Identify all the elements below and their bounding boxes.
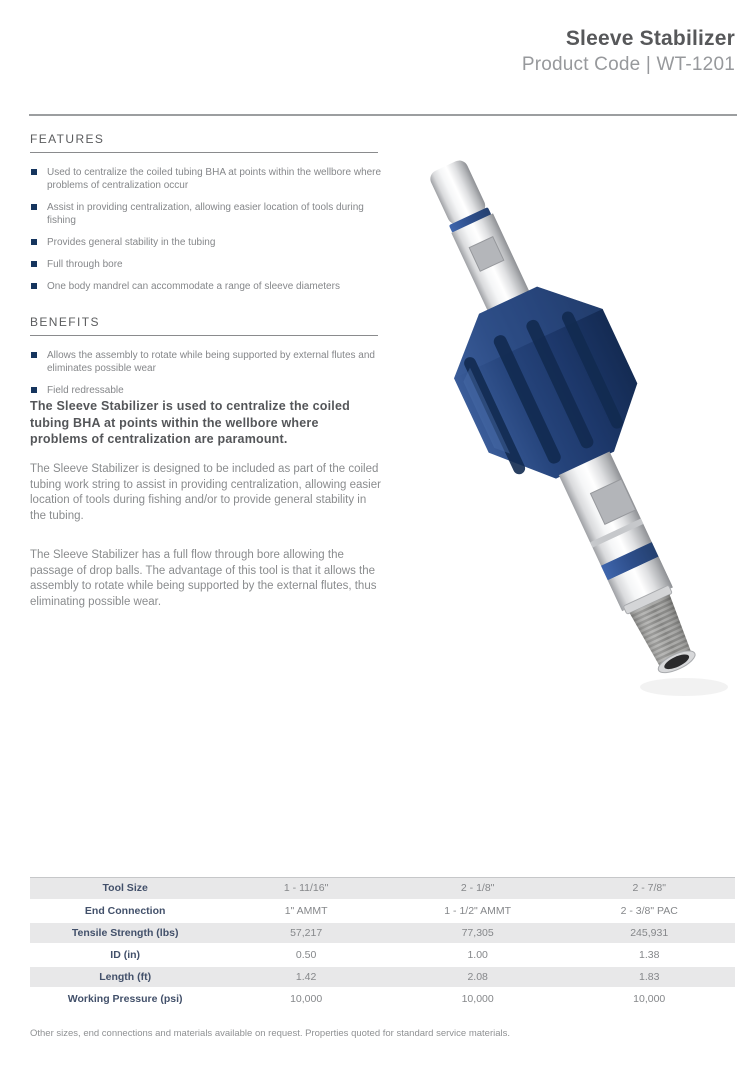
bullet-square-icon xyxy=(31,261,37,267)
benefits-heading: BENEFITS xyxy=(30,315,100,329)
spec-row xyxy=(30,878,735,900)
spec-value: 1.38 xyxy=(638,948,660,961)
body-paragraph: The Sleeve Stabilizer is designed to be included as part of the coiled tubing work string to assist in providing centralization, allowing easier location of tools during fishing and/or to provide general stability in the tubing. xyxy=(30,463,381,522)
feature-item xyxy=(30,201,386,227)
features-underline xyxy=(30,152,378,153)
spec-row xyxy=(30,988,735,1010)
spec-value: 77,305 xyxy=(461,926,494,939)
spec-value: 10,000 xyxy=(633,992,666,1005)
spec-value: 57,217 xyxy=(290,926,323,939)
bullet-square-icon xyxy=(31,169,37,175)
feature-item xyxy=(30,236,386,249)
benefit-item-text: Field redressable xyxy=(47,385,124,396)
bullet-square-icon xyxy=(31,204,37,210)
feature-item xyxy=(30,280,386,293)
spec-value: 1.42 xyxy=(295,970,317,983)
benefits-underline xyxy=(30,335,378,336)
spec-table xyxy=(30,877,735,1011)
spec-value: 1 - 11/16" xyxy=(283,882,329,895)
bullet-square-icon xyxy=(31,352,37,358)
page-title: Sleeve Stabilizer xyxy=(565,27,735,50)
product-render xyxy=(388,138,740,703)
spec-label: Tensile Strength (lbs) xyxy=(71,926,179,939)
feature-item xyxy=(30,258,386,271)
spec-value: 2 - 7/8" xyxy=(632,882,666,895)
spec-value: 10,000 xyxy=(461,992,494,1005)
spec-row xyxy=(30,944,735,966)
features-list xyxy=(30,166,386,293)
spec-value: 1" AMMT xyxy=(284,904,328,917)
spec-label: Length (ft) xyxy=(99,970,152,983)
benefits-section xyxy=(30,315,386,397)
spec-label: Tool Size xyxy=(102,882,148,895)
spec-value: 245,931 xyxy=(630,926,669,939)
spec-value: 0.50 xyxy=(295,948,317,961)
spec-value: 2 - 1/8" xyxy=(460,882,495,895)
feature-item xyxy=(30,166,386,192)
benefit-item-text: Allows the assembly to rotate while being supported by external flutes and eliminates possible wear xyxy=(47,350,375,374)
spec-value: 1.00 xyxy=(467,948,488,961)
spec-table-body xyxy=(30,878,735,1010)
benefit-item xyxy=(30,384,386,397)
feature-item-text: Full through bore xyxy=(47,259,123,270)
text-column xyxy=(30,132,386,406)
bullet-square-icon xyxy=(31,387,37,393)
spec-value: 1 - 1/2" AMMT xyxy=(444,904,512,917)
spec-value: 1.83 xyxy=(638,970,660,983)
spec-row xyxy=(30,900,735,922)
feature-item-text: One body mandrel can accommodate a range of sleeve diameters xyxy=(47,281,340,292)
spec-label: End Connection xyxy=(84,904,166,917)
spec-row xyxy=(30,922,735,944)
sleeve-stabilizer-image xyxy=(388,138,740,703)
benefits-list xyxy=(30,349,386,397)
features-section xyxy=(30,132,386,293)
spec-value: 2 - 3/8" PAC xyxy=(620,904,678,917)
intro-bold-paragraph: The Sleeve Stabilizer is used to centralize the coiled tubing BHA at points within the wellbore where problems of centralization are paramount. xyxy=(30,399,350,446)
features-heading: FEATURES xyxy=(30,132,105,146)
feature-item-text: Used to centralize the coiled tubing BHA at points within the wellbore where problems of centralization occur xyxy=(47,167,382,191)
footnote: Other sizes, end connections and materials available on request. Properties quoted for standard service materials. xyxy=(30,1028,511,1039)
benefit-item xyxy=(30,349,386,375)
page-header xyxy=(522,27,735,76)
bullet-square-icon xyxy=(31,283,37,289)
spec-label: Working Pressure (psi) xyxy=(67,992,183,1005)
body-paragraph: The Sleeve Stabilizer has a full flow through bore allowing the passage of drop balls. The advantage of this tool is that it allows the assembly to rotate while being supported by the external flutes, thus eliminating possible wear. xyxy=(30,549,377,608)
spec-value: 10,000 xyxy=(290,992,323,1005)
spec-row xyxy=(30,966,735,988)
bullet-square-icon xyxy=(31,239,37,245)
product-code: Product Code | WT-1201 xyxy=(521,54,735,75)
feature-item-text: Assist in providing centralization, allowing easier location of tools during fishing xyxy=(47,202,364,226)
spec-label: ID (in) xyxy=(110,948,141,961)
header-divider xyxy=(29,114,737,116)
feature-item-text: Provides general stability in the tubing xyxy=(47,237,216,248)
spec-value: 2.08 xyxy=(467,970,488,983)
